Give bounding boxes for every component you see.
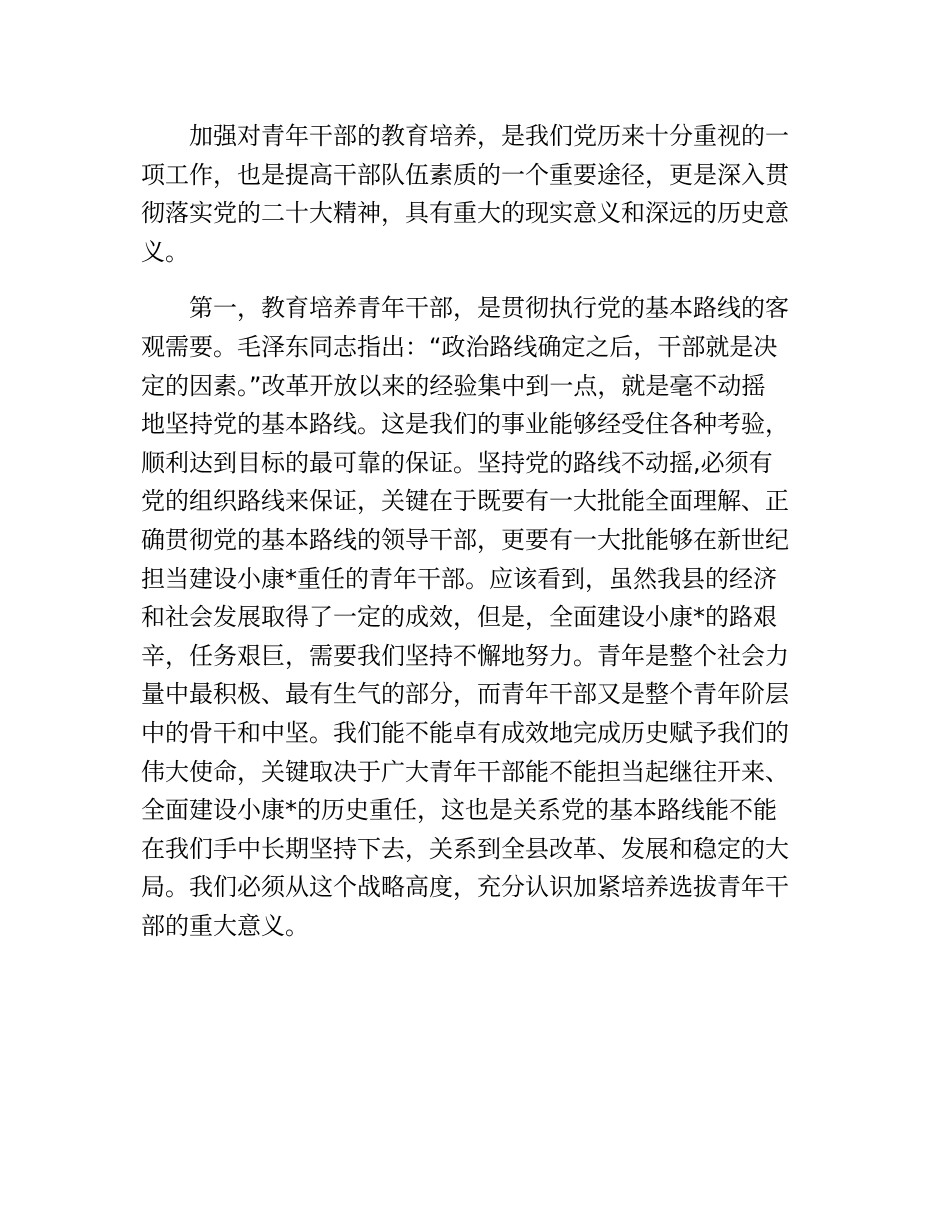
paragraph-line: 担当建设小康*重任的青年干部。应该看到，虽然我县的经济 [141, 564, 777, 593]
paragraph-line: 中的骨干和中坚。我们能不能卓有成效地完成历史赋予我们的 [141, 718, 789, 747]
document-body [141, 117, 813, 945]
paragraph-line: 辛，任务艰巨，需要我们坚持不懈地努力。青年是整个社会力 [141, 641, 789, 670]
paragraph-line: 和社会发展取得了一定的成效，但是，全面建设小康*的路艰 [141, 603, 777, 632]
paragraph-line: 地坚持党的基本路线。这是我们的事业能够经受住各种考验， [141, 410, 789, 439]
paragraph-line: 顺利达到目标的最可靠的保证。坚持党的路线不动摇,必须有 [141, 448, 773, 477]
paragraph-line: 党的组织路线来保证，关键在于既要有一大批能全面理解、正 [141, 487, 789, 516]
paragraph-line: 部的重大意义。 [141, 911, 309, 940]
paragraph-line: 观需要。毛泽东同志指出：“政治路线确定之后，干部就是决 [141, 332, 778, 361]
paragraph-line: 确贯彻党的基本路线的领导干部，更要有一大批能够在新世纪 [141, 525, 789, 554]
paragraph-line: 定的因素。”改革开放以来的经验集中到一点，就是毫不动摇 [141, 371, 766, 400]
paragraph-line: 量中最积极、最有生气的部分，而青年干部又是整个青年阶层 [141, 680, 789, 709]
paragraph-line: 局。我们必须从这个战略高度，充分认识加紧培养选拔青年干 [141, 873, 789, 902]
paragraph-line: 加强对青年干部的教育培养，是我们党历来十分重视的一 [189, 122, 789, 150]
paragraph-line: 第一，教育培养青年干部，是贯彻执行党的基本路线的客 [189, 294, 789, 323]
paragraph-line: 项工作，也是提高干部队伍素质的一个重要途径，更是深入贯 [141, 160, 789, 189]
paragraph-1 [141, 117, 813, 271]
paragraph-line: 彻落实党的二十大精神，具有重大的现实意义和深远的历史意 [141, 199, 789, 228]
paragraph-line: 在我们手中长期坚持下去，关系到全县改革、发展和稳定的大 [141, 834, 789, 863]
paragraph-line: 全面建设小康*的历史重任，这也是关系党的基本路线能不能 [141, 796, 777, 825]
paragraph-line: 义。 [141, 237, 189, 266]
paragraph-line: 伟大使命，关键取决于广大青年干部能不能担当起继往开来、 [141, 757, 789, 786]
paragraph-spacer [141, 271, 813, 289]
paragraph-2 [141, 289, 813, 945]
